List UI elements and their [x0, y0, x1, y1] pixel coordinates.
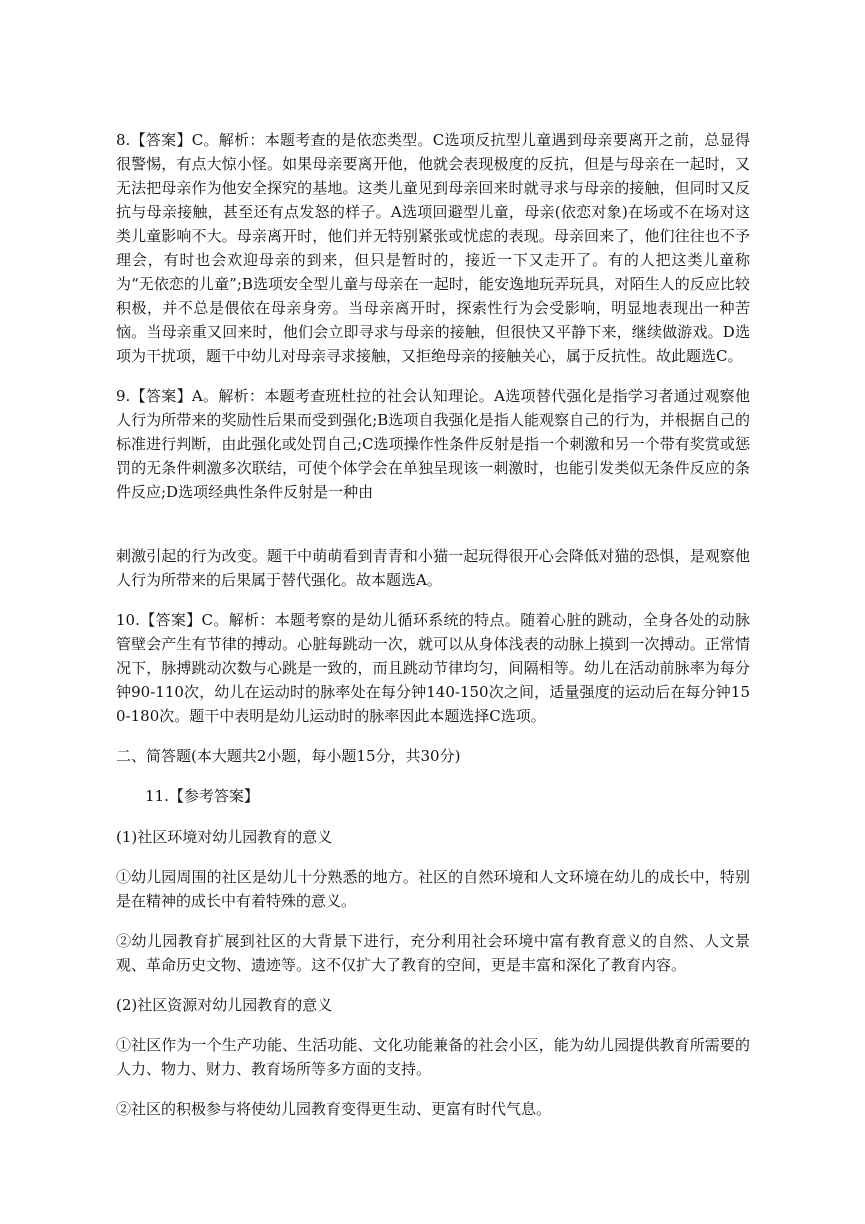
subheading-community-resources: (2)社区资源对幼儿园教育的意义 [116, 996, 333, 1014]
section-2-heading: 二、简答题(本大题共2小题，每小题15分，共30分) [116, 747, 461, 765]
answer-9-paragraph: 9.【答案】A。解析：本题考查班杜拉的社会认知理论。A选项替代强化是指学习者通过观察他人行为所带来的奖励性后果而受到强化;B选项自我强化是指人能观察自己的行为，并根据自己的标准进行判断，由此强化或处罚自己;C选项操作性条件反射是指一个刺激和另一个带有奖赏或惩罚的无条件刺激多次联结，可使个体学会在单独呈现该一刺激时，也能引发类似无条件反应的条件反应;D选项经典性条件反射是一种由 [116, 387, 750, 501]
point-2-paragraph: ②幼儿园教育扩展到社区的大背景下进行，充分利用社会环境中富有教育意义的自然、人文景观、革命历史文物、遗迹等。这不仅扩大了教育的空间，更是丰富和深化了教育内容。 [116, 932, 750, 974]
answer-8-paragraph: 8.【答案】C。解析：本题考查的是依恋类型。C选项反抗型儿童遇到母亲要离开之前，总显得很警惕，有点大惊小怪。如果母亲要离开他，他就会表现极度的反抗，但是与母亲在一起时，又无法把母亲作为他安全探究的基地。这类儿童见到母亲回来时就寻求与母亲的接触，但同时又反抗与母亲接触，甚至还有点发怒的样子。A选项回避型儿童，母亲(依恋对象)在场或不在场对这类儿童影响不大。母亲离开时，他们并无特别紧张或忧虑的表现。母亲回来了，他们往往也不予理会，有时也会欢迎母亲的到来，但只是暂时的，接近一下又走开了。有的人把这类儿童称为“无依恋的儿童”;B选项安全型儿童与母亲在一起时，能安逸地玩弄玩具，对陌生人的反应比较积极，并不总是偎依在母亲身旁。当母亲离开时，探索性行为会受影响，明显地表现出一种苦恼。当母亲重又回来时，他们会立即寻求与母亲的接触，但很快又平静下来，继续做游戏。D选项为干扰项，题干中幼儿对母亲寻求接触，又拒绝母亲的接触关心，属于反抗性。故此题选C。 [116, 131, 750, 365]
point-1-paragraph: ①幼儿园周围的社区是幼儿十分熟悉的地方。社区的自然环境和人文环境在幼儿的成长中，特别是在精神的成长中有着特殊的意义。 [116, 868, 750, 910]
subheading-community-environment: (1)社区环境对幼儿园教育的意义 [116, 828, 333, 846]
point-3-paragraph: ①社区作为一个生产功能、生活功能、文化功能兼备的社会小区，能为幼儿园提供教育所需要的人力、物力、财力、教育场所等多方面的支持。 [116, 1036, 750, 1078]
answer-9-continuation: 刺激引起的行为改变。题干中萌萌看到青青和小猫一起玩得很开心会降低对猫的恐惧，是观察他人行为所带来的后果属于替代强化。故本题选A。 [116, 547, 750, 589]
question-11-heading: 11.【参考答案】 [145, 787, 259, 805]
point-4-paragraph: ②社区的积极参与将使幼儿园教育变得更生动、更富有时代气息。 [116, 1100, 552, 1118]
answer-10-paragraph: 10.【答案】C。解析：本题考察的是幼儿循环系统的特点。随着心脏的跳动，全身各处的动脉管壁会产生有节律的搏动。心脏每跳动一次，就可以从身体浅表的动脉上摸到一次搏动。正常情况下，脉搏跳动次数与心跳是一致的，而且跳动节律均匀，间隔相等。幼儿在活动前脉率为每分钟90-110次，幼儿在运动时的脉率处在每分钟140-150次之间，适量强度的运动后在每分钟150-180次。题干中表明是幼儿运动时的脉率因此本题选择C选项。 [116, 611, 750, 725]
document-page [116, 128, 750, 1121]
